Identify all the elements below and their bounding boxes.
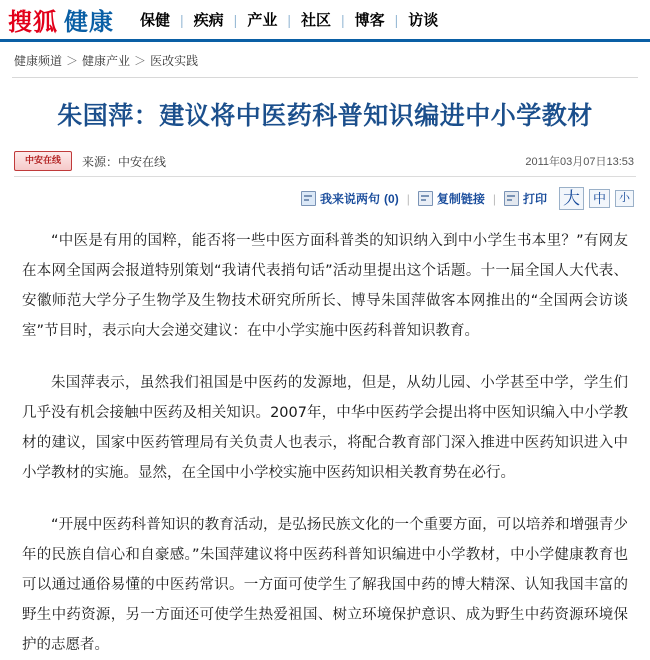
nav-separator: | (287, 11, 291, 28)
font-size-large-button[interactable]: 大 (559, 187, 584, 210)
logo-channel-text: 健康 (64, 8, 114, 36)
site-logo[interactable] (8, 2, 114, 37)
breadcrumb-item-industry[interactable]: 健康产业 (82, 54, 131, 68)
source-logo-icon: 中安在线 (14, 151, 72, 171)
font-size-medium-button[interactable]: 中 (589, 189, 610, 208)
toolbar-separator: | (492, 191, 496, 206)
copy-icon (418, 191, 433, 206)
copy-link-button[interactable] (418, 190, 485, 207)
print-button[interactable] (504, 190, 547, 207)
nav-separator: | (233, 11, 238, 28)
font-size-small-button[interactable]: 小 (615, 190, 634, 207)
nav-separator: | (180, 11, 184, 28)
article-paragraph: “中医是有用的国粹，能否将一些中医方面科普类的知识纳入到中小学生书本里？”有网友在本网全国两会报道特别策划“我请代表捎句话”活动里提出这个话题。十一届全国人大代表、安徽师范大学分子生物学及生物技术研究所所长、博导朱国萍做客本网推出的“全国两会访谈室”节目时，表示向大会递交建议：在中小学实施中医药科普知识教育。 (22, 233, 628, 339)
nav-separator: | (394, 11, 399, 28)
nav-item-boke[interactable]: 博客 (354, 12, 385, 29)
publish-date: 2011年03月07日13:53 (525, 156, 634, 168)
copy-link-label: 复制链接 (436, 192, 485, 206)
print-label: 打印 (522, 192, 547, 206)
source-label: 来源：中安在线 (82, 154, 167, 169)
nav-item-fangtan[interactable]: 访谈 (408, 12, 439, 29)
main-nav (130, 9, 448, 30)
comment-icon (301, 191, 316, 206)
comment-label: 我来说两句 (320, 192, 381, 206)
breadcrumb-divider (12, 77, 638, 78)
page-title: 朱国萍：建议将中医药科普知识编进中小学教材 (57, 101, 593, 130)
nav-item-jibing[interactable]: 疾病 (193, 12, 224, 29)
nav-item-chanye[interactable]: 产业 (247, 12, 278, 29)
nav-item-baojian[interactable]: 保健 (140, 12, 171, 29)
comment-count: (0) (384, 191, 399, 206)
article-paragraph: “开展中医药科普知识的教育活动，是弘扬民族文化的一个重要方面，可以培养和增强青少年的民族自信心和自豪感。”朱国萍建议将中医药科普知识编进中小学教材，中小学健康教育也可以通过通俗易懂的中医药常识。一方面可使学生了解我国中药的博大精深、认知我国丰富的野生中药资源，另一方面还可使学生热爱祖国、树立环境保护意识、成为野生中药资源环境保护的志愿者。 (22, 517, 628, 653)
site-header (0, 0, 650, 42)
article-body (22, 226, 628, 660)
article-paragraph: 朱国萍表示，虽然我们祖国是中医药的发源地，但是，从幼儿园、小学甚至中学，学生们几乎没有机会接触中医药及相关知识。2007年，中华中医药学会提出将中医知识编入中小学教材的建议，国家中医药管理局有关负责人也表示，将配合教育部门深入推进中医药知识进入中小学教材的实施。显然，在全国中小学校实施中医药知识相关教育势在必行。 (22, 375, 628, 481)
breadcrumb (0, 42, 650, 77)
printer-icon (504, 191, 519, 206)
comment-button[interactable] (301, 190, 399, 207)
font-size-controls (559, 187, 634, 210)
toolbar-separator: | (406, 191, 410, 206)
breadcrumb-separator: ＞ (66, 54, 79, 68)
article-toolbar (0, 187, 634, 210)
logo-sohu-text: 搜狐 (8, 8, 58, 36)
breadcrumb-item-current[interactable]: 医改实践 (150, 54, 199, 68)
breadcrumb-item-channel[interactable]: 健康频道 (14, 54, 63, 68)
article-meta (14, 146, 636, 177)
breadcrumb-separator: ＞ (134, 54, 147, 68)
nav-item-shequ[interactable]: 社区 (300, 12, 331, 29)
nav-separator: | (340, 11, 345, 28)
